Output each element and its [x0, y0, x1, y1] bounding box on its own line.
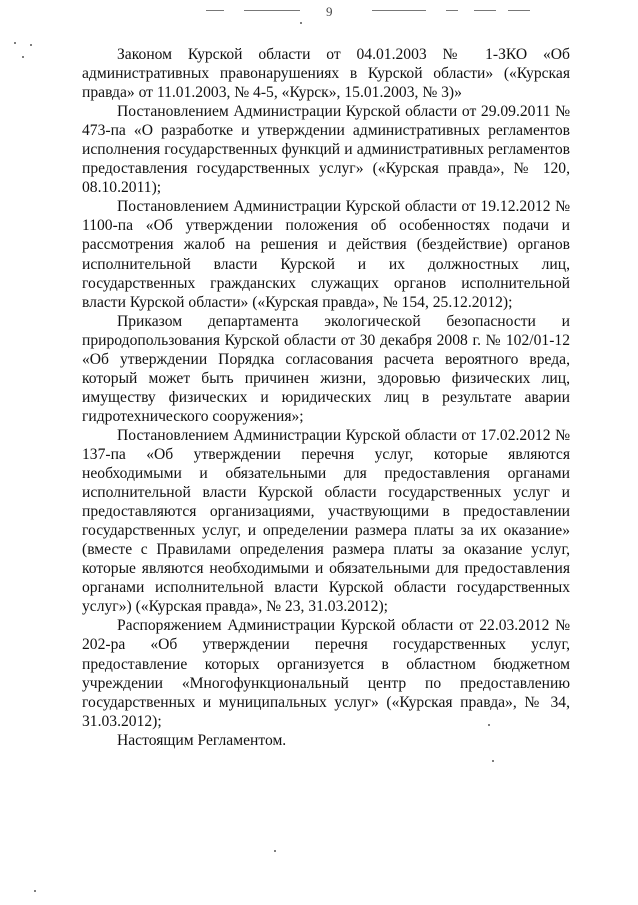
paragraph-order-102-01-12: Приказом департамента экологической безопасности и природопользования Курской области от 30 декабря 2008 г. № 102/01-12 «Об утверждении Порядка согласования расчета вероятного вреда, который может быть причинен жизни, здоровью физических лиц, имуществу физических и юридических лиц в результате аварии гидротехнического сооружения»;: [82, 312, 570, 425]
scan-artifact-line: [206, 10, 224, 11]
scan-speck: [274, 850, 276, 852]
scan-artifact-line: [244, 10, 300, 11]
paragraph-law-kursk-1zko: Законом Курской области от 04.01.2003 № 1-ЗКО «Об административных правонарушениях в Курской области» («Курская правда» от 11.01.2003, № 4-5, «Курск», 15.01.2003, № 3)»: [82, 46, 570, 102]
paragraph-resolution-473pa: Постановлением Администрации Курской области от 29.09.2011 № 473-па «О разработке и утверждении административных регламентов исполнения государственных функций и административных регламентов предоставления государственных услуг» («Курская правда», № 120, 08.10.2011);: [82, 103, 570, 197]
page-number: 9: [326, 4, 333, 19]
scan-speck: [14, 42, 16, 44]
scan-artifact-line: [508, 10, 530, 11]
scan-artifact-line: [474, 10, 496, 11]
scan-speck: [300, 22, 302, 24]
scan-artifact-line: [446, 10, 458, 11]
scan-speck: [30, 44, 32, 46]
scan-speck: [34, 890, 36, 892]
paragraph-resolution-137pa: Постановлением Администрации Курской области от 17.02.2012 № 137-па «Об утверждении перечня услуг, которые являются необходимыми и обязательными для предоставления органами исполнительной власти Курской области государственных услуг и предоставляются организациями, участвующими в предоставлении государственных услуг, и определении размера платы за их оказание» (вместе с Правилами определения размера платы за оказание услуг, которые являются необходимыми и обязательными для предоставления органами исполнительной власти Курской области государственных услуг») («Курская правда», № 23, 31.03.2012);: [82, 426, 570, 616]
scan-speck: [22, 56, 24, 58]
scan-artifact-line: [372, 10, 426, 11]
paragraph-this-regulation: Настоящим Регламентом.: [117, 731, 287, 749]
paragraph-order-202ra: Распоряжением Администрации Курской области от 22.03.2012 № 202-ра «Об утверждении перечня государственных услуг, предоставление которых организуется в областном бюджетном учреждении «Многофункциональный центр по предоставлению государственных и муниципальных услуг» («Курская правда», № 34, 31.03.2012);: [82, 617, 570, 730]
document-body: [82, 45, 570, 750]
scan-speck: [492, 760, 494, 762]
paragraph-resolution-1100pa: Постановлением Администрации Курской области от 19.12.2012 № 1100-па «Об утверждении положения об особенностях подачи и рассмотрения жалоб на решения и действия (бездействие) органов исполнительной власти Курской и их должностных лиц, государственных гражданских служащих органов исполнительной власти Курской области» («Курская правда», № 154, 25.12.2012);: [82, 198, 570, 311]
